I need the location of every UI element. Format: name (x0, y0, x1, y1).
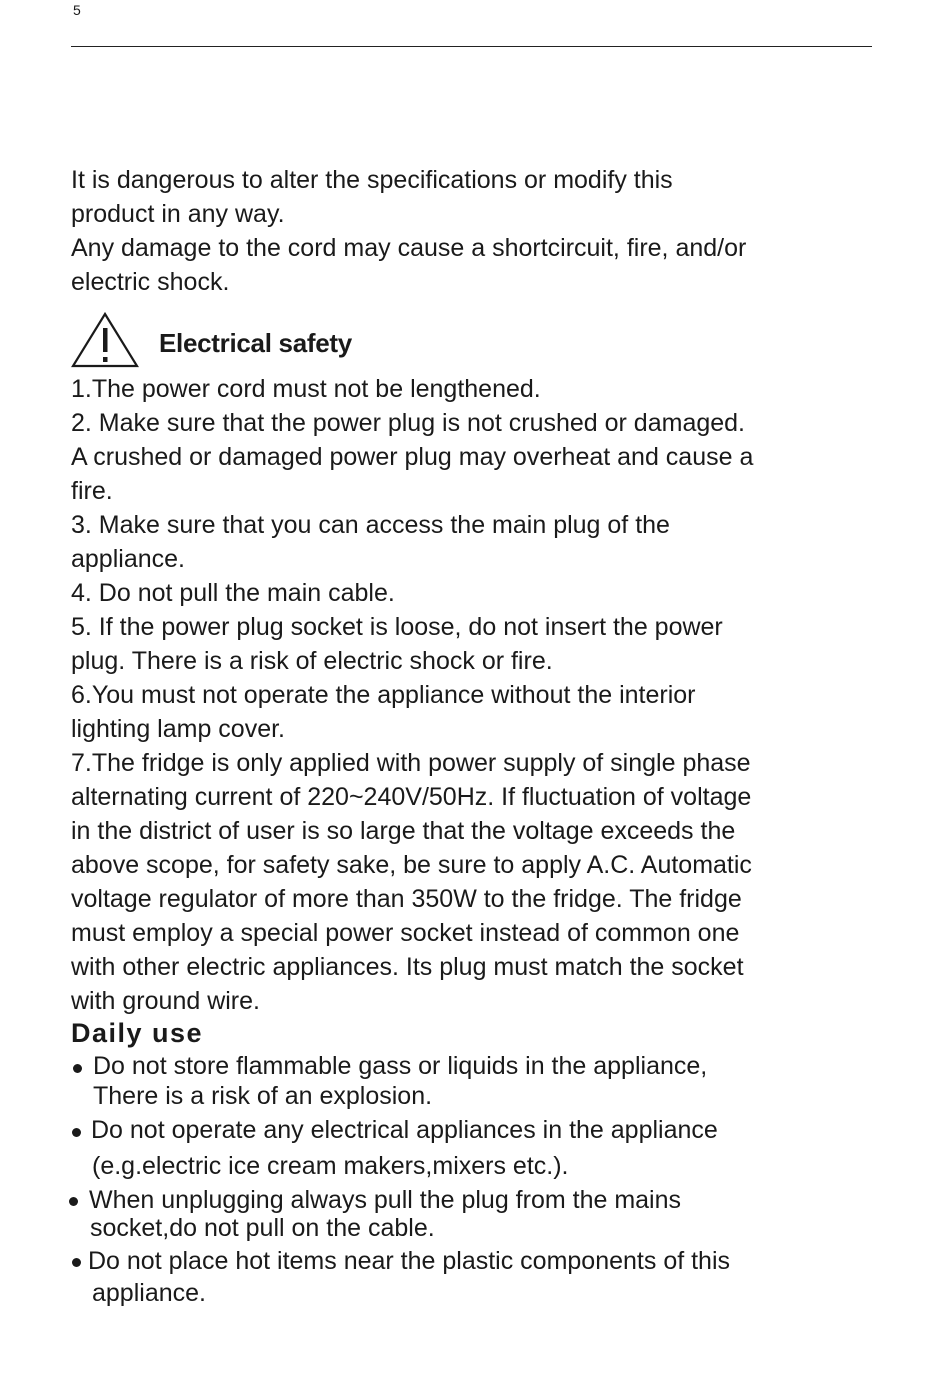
bullet-text-line: appliance. (92, 1279, 206, 1307)
safety-text-line: fire. (71, 477, 113, 505)
safety-text-line: 1.The power cord must not be lengthened. (71, 375, 541, 403)
bullet-dot-icon (73, 1064, 82, 1073)
warning-triangle-icon (71, 312, 139, 368)
safety-text-line: 4. Do not pull the main cable. (71, 579, 395, 607)
intro-text-line: Any damage to the cord may cause a shortcircuit, fire, and/or (71, 234, 747, 262)
bullet-dot-icon (72, 1128, 81, 1137)
daily-use-title: Daily use (71, 1018, 204, 1048)
safety-text-line: must employ a special power socket instead of common one (71, 919, 740, 947)
bullet-text-line: Do not place hot items near the plastic components of this (88, 1247, 731, 1275)
daily-use-bullet (71, 1247, 891, 1313)
daily-use-bullet (71, 1052, 891, 1118)
intro-text-line: electric shock. (71, 268, 230, 296)
page-number: 5 (73, 2, 81, 18)
bullet-dot-icon (69, 1197, 78, 1206)
bullet-text-line: There is a risk of an explosion. (93, 1082, 433, 1110)
bullet-text-line: Do not store flammable gass or liquids in the appliance, (93, 1052, 708, 1080)
safety-text-line: A crushed or damaged power plug may overheat and cause a (71, 443, 754, 471)
intro-text-line: product in any way. (71, 200, 285, 228)
safety-text-line: lighting lamp cover. (71, 715, 286, 743)
safety-text-line: voltage regulator of more than 350W to the fridge. The fridge (71, 885, 742, 913)
electrical-safety-title: Electrical safety (159, 328, 352, 358)
safety-text-line: appliance. (71, 545, 185, 573)
daily-use-bullet (71, 1116, 891, 1186)
bullet-text-line: (e.g.electric ice cream makers,mixers etc.). (92, 1152, 569, 1180)
safety-text-line: in the district of user is so large that the voltage exceeds the (71, 817, 736, 845)
bullet-dot-icon (72, 1258, 81, 1267)
safety-text-line: 6.You must not operate the appliance without the interior (71, 681, 696, 709)
safety-text-line: with other electric appliances. Its plug must match the socket (71, 953, 744, 981)
electrical-safety-list (71, 372, 891, 1018)
safety-text-line: plug. There is a risk of electric shock or fire. (71, 647, 553, 675)
intro-section (71, 163, 891, 299)
safety-text-line: alternating current of 220~240V/50Hz. If fluctuation of voltage (71, 783, 752, 811)
safety-text-line: above scope, for safety sake, be sure to apply A.C. Automatic (71, 851, 752, 879)
bullet-text-line: socket,do not pull on the cable. (90, 1214, 435, 1242)
safety-text-line: 5. If the power plug socket is loose, do not insert the power (71, 613, 723, 641)
bullet-text-line: Do not operate any electrical appliances in the appliance (91, 1116, 718, 1144)
header-divider (71, 46, 872, 47)
safety-text-line: 7.The fridge is only applied with power supply of single phase (71, 749, 751, 777)
intro-text-line: It is dangerous to alter the specifications or modify this (71, 166, 673, 194)
safety-text-line: 2. Make sure that the power plug is not crushed or damaged. (71, 409, 745, 437)
daily-use-bullet (68, 1186, 888, 1248)
bullet-text-line: When unplugging always pull the plug from the mains (89, 1186, 682, 1214)
safety-text-line: with ground wire. (71, 987, 260, 1015)
safety-text-line: 3. Make sure that you can access the main plug of the (71, 511, 670, 539)
